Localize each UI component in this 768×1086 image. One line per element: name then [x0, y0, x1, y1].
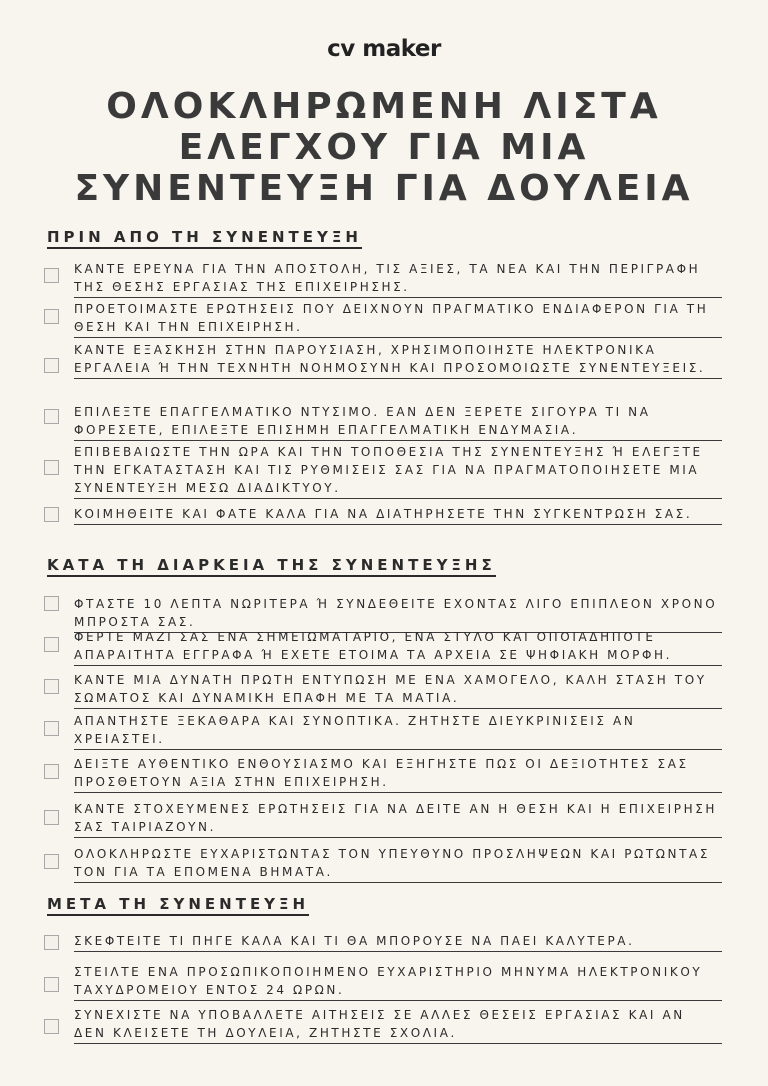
checklist-item-text: ΑΠΑΝΤΗΣΤΕ ΞΕΚΑΘΑΡΑ ΚΑΙ ΣΥΝΟΠΤΙΚΑ. ΖΗΤΗΣΤΕ ΔΙΕΥΚΡΙΝΙΣΕΙΣ ΑΝ ΧΡΕΙΑΣΤΕΙ. [74, 712, 722, 750]
checkbox[interactable] [44, 810, 59, 825]
section-heading-before: ΠΡΙΝ ΑΠΟ ΤΗ ΣΥΝΕΝΤΕΥΞΗ [47, 228, 362, 249]
checklist-item-text: ΦΤΑΣΤΕ 10 ΛΕΠΤΑ ΝΩΡΙΤΕΡΑ Ή ΣΥΝΔΕΘΕΙΤΕ ΕΧΟΝΤΑΣ ΛΙΓΟ ΕΠΙΠΛΕΟΝ ΧΡΟΝΟ ΜΠΡΟΣΤΑ ΣΑΣ. [74, 595, 722, 633]
checklist-item-text: ΣΤΕΙΛΤΕ ΕΝΑ ΠΡΟΣΩΠΙΚΟΠΟΙΗΜΕΝΟ ΕΥΧΑΡΙΣΤΗΡΙΟ ΜΗΝΥΜΑ ΗΛΕΚΤΡΟΝΙΚΟΥ ΤΑΧΥΔΡΟΜΕΙΟΥ ΕΝΤΟΣ 24 ΩΡΩΝ. [74, 963, 722, 1001]
checklist-item-text: ΦΕΡΤΕ ΜΑΖΙ ΣΑΣ ΕΝΑ ΣΗΜΕΙΩΜΑΤΑΡΙΟ, ΕΝΑ ΣΤΥΛΟ ΚΑΙ ΟΠΟΙΑΔΗΠΟΤΕ ΑΠΑΡΑΙΤΗΤΑ ΕΓΓΡΑΦΑ Ή ΕΧΕΤΕ ΕΤΟΙΜΑ ΤΑ ΑΡΧΕΙΑ ΣΕ ΨΗΦΙΑΚΗ ΜΟΡΦΗ. [74, 628, 722, 666]
checklist-item-text: ΟΛΟΚΛΗΡΩΣΤΕ ΕΥΧΑΡΙΣΤΩΝΤΑΣ ΤΟΝ ΥΠΕΥΘΥΝΟ ΠΡΟΣΛΗΨΕΩΝ ΚΑΙ ΡΩΤΩΝΤΑΣ ΤΟΝ ΓΙΑ ΤΑ ΕΠΟΜΕΝΑ ΒΗΜΑΤΑ. [74, 845, 722, 883]
checklist-item-text: ΣΚΕΦΤΕΙΤΕ ΤΙ ΠΗΓΕ ΚΑΛΑ ΚΑΙ ΤΙ ΘΑ ΜΠΟΡΟΥΣΕ ΝΑ ΠΑΕΙ ΚΑΛΥΤΕΡΑ. [74, 932, 722, 952]
checkbox[interactable] [44, 721, 59, 736]
cv-maker-logo: cv maker [327, 36, 441, 62]
checklist-item-text: ΚΑΝΤΕ ΕΞΑΣΚΗΣΗ ΣΤΗΝ ΠΑΡΟΥΣΙΑΣΗ, ΧΡΗΣΙΜΟΠΟΙΗΣΤΕ ΗΛΕΚΤΡΟΝΙΚΑ ΕΡΓΑΛΕΙΑ Ή ΤΗΝ ΤΕΧΝΗΤΗ ΝΟΗΜΟΣΥΝΗ ΚΑΙ ΠΡΟΣΟΜΟΙΩΣΤΕ ΣΥΝΕΝΤΕΥΞΕΙΣ. [74, 341, 722, 379]
checkbox[interactable] [44, 977, 59, 992]
checkbox[interactable] [44, 358, 59, 373]
section-heading-after: ΜΕΤΑ ΤΗ ΣΥΝΕΝΤΕΥΞΗ [47, 895, 309, 916]
checklist-item-text: ΕΠΙΒΕΒΑΙΩΣΤΕ ΤΗΝ ΩΡΑ ΚΑΙ ΤΗΝ ΤΟΠΟΘΕΣΙΑ ΤΗΣ ΣΥΝΕΝΤΕΥΞΗΣ Ή ΕΛΕΓΞΤΕ ΤΗΝ ΕΓΚΑΤΑΣΤΑΣΗ ΚΑΙ ΤΙΣ ΡΥΘΜΙΣΕΙΣ ΣΑΣ ΓΙΑ ΝΑ ΠΡΑΓΜΑΤΟΠΟΙΗΣΕΤΕ ΜΙΑ ΣΥΝΕΝΤΕΥΞΗ ΜΕΣΩ ΔΙΑΔΙΚΤΥΟΥ. [74, 443, 722, 499]
checkbox[interactable] [44, 764, 59, 779]
title-line: ΕΛΕΓΧΟΥ ΓΙΑ ΜΙΑ [178, 127, 590, 168]
title-line: ΟΛΟΚΛΗΡΩΜΕΝΗ ΛΙΣΤΑ [106, 86, 662, 127]
checkbox[interactable] [44, 309, 59, 324]
checklist-item-text: ΔΕΙΞΤΕ ΑΥΘΕΝΤΙΚΟ ΕΝΘΟΥΣΙΑΣΜΟ ΚΑΙ ΕΞΗΓΗΣΤΕ ΠΩΣ ΟΙ ΔΕΞΙΟΤΗΤΕΣ ΣΑΣ ΠΡΟΣΘΕΤΟΥΝ ΑΞΙΑ ΣΤΗΝ ΕΠΙΧΕΙΡΗΣΗ. [74, 755, 722, 793]
checklist-item-text: ΕΠΙΛΕΞΤΕ ΕΠΑΓΓΕΛΜΑΤΙΚΟ ΝΤΥΣΙΜΟ. ΕΑΝ ΔΕΝ ΞΕΡΕΤΕ ΣΙΓΟΥΡΑ ΤΙ ΝΑ ΦΟΡΕΣΕΤΕ, ΕΠΙΛΕΞΤΕ ΕΠΙΣΗΜΗ ΕΠΑΓΓΕΛΜΑΤΙΚΗ ΕΝΔΥΜΑΣΙΑ. [74, 403, 722, 441]
checklist-item-text: ΚΑΝΤΕ ΣΤΟΧΕΥΜΕΝΕΣ ΕΡΩΤΗΣΕΙΣ ΓΙΑ ΝΑ ΔΕΙΤΕ ΑΝ Η ΘΕΣΗ ΚΑΙ Η ΕΠΙΧΕΙΡΗΣΗ ΣΑΣ ΤΑΙΡΙΑΖΟΥΝ. [74, 800, 722, 838]
checkbox[interactable] [44, 596, 59, 611]
checklist-item-text: ΠΡΟΕΤΟΙΜΑΣΤΕ ΕΡΩΤΗΣΕΙΣ ΠΟΥ ΔΕΙΧΝΟΥΝ ΠΡΑΓΜΑΤΙΚΟ ΕΝΔΙΑΦΕΡΟΝ ΓΙΑ ΤΗ ΘΕΣΗ ΚΑΙ ΤΗΝ ΕΠΙΧΕΙΡΗΣΗ. [74, 300, 722, 338]
checkbox[interactable] [44, 854, 59, 869]
checkbox[interactable] [44, 1019, 59, 1034]
checkbox[interactable] [44, 637, 59, 652]
title-line: ΣΥΝΕΝΤΕΥΞΗ ΓΙΑ ΔΟΥΛΕΙΑ [74, 168, 694, 209]
checklist-item-text: ΚΑΝΤΕ ΕΡΕΥΝΑ ΓΙΑ ΤΗΝ ΑΠΟΣΤΟΛΗ, ΤΙΣ ΑΞΙΕΣ, ΤΑ ΝΕΑ ΚΑΙ ΤΗΝ ΠΕΡΙΓΡΑΦΗ ΤΗΣ ΘΕΣΗΣ ΕΡΓΑΣΙΑΣ ΤΗΣ ΕΠΙΧΕΙΡΗΣΗΣ. [74, 260, 722, 298]
page-title [0, 86, 768, 209]
checkbox[interactable] [44, 460, 59, 475]
checkbox[interactable] [44, 409, 59, 424]
checklist-item-text: ΣΥΝΕΧΙΣΤΕ ΝΑ ΥΠΟΒΑΛΛΕΤΕ ΑΙΤΗΣΕΙΣ ΣΕ ΑΛΛΕΣ ΘΕΣΕΙΣ ΕΡΓΑΣΙΑΣ ΚΑΙ ΑΝ ΔΕΝ ΚΛΕΙΣΕΤΕ ΤΗ ΔΟΥΛΕΙΑ, ΖΗΤΗΣΤΕ ΣΧΟΛΙΑ. [74, 1006, 722, 1044]
checklist-item-text: ΚΟΙΜΗΘΕΙΤΕ ΚΑΙ ΦΑΤΕ ΚΑΛΑ ΓΙΑ ΝΑ ΔΙΑΤΗΡΗΣΕΤΕ ΤΗΝ ΣΥΓΚΕΝΤΡΩΣΗ ΣΑΣ. [74, 505, 722, 525]
checkbox[interactable] [44, 268, 59, 283]
section-heading-during: ΚΑΤΑ ΤΗ ΔΙΑΡΚΕΙΑ ΤΗΣ ΣΥΝΕΝΤΕΥΞΗΣ [47, 556, 496, 577]
checkbox[interactable] [44, 935, 59, 950]
checkbox[interactable] [44, 507, 59, 522]
checkbox[interactable] [44, 679, 59, 694]
checklist-item-text: ΚΑΝΤΕ ΜΙΑ ΔΥΝΑΤΗ ΠΡΩΤΗ ΕΝΤΥΠΩΣΗ ΜΕ ΕΝΑ ΧΑΜΟΓΕΛΟ, ΚΑΛΗ ΣΤΑΣΗ ΤΟΥ ΣΩΜΑΤΟΣ ΚΑΙ ΔΥΝΑΜΙΚΗ ΕΠΑΦΗ ΜΕ ΤΑ ΜΑΤΙΑ. [74, 671, 722, 709]
